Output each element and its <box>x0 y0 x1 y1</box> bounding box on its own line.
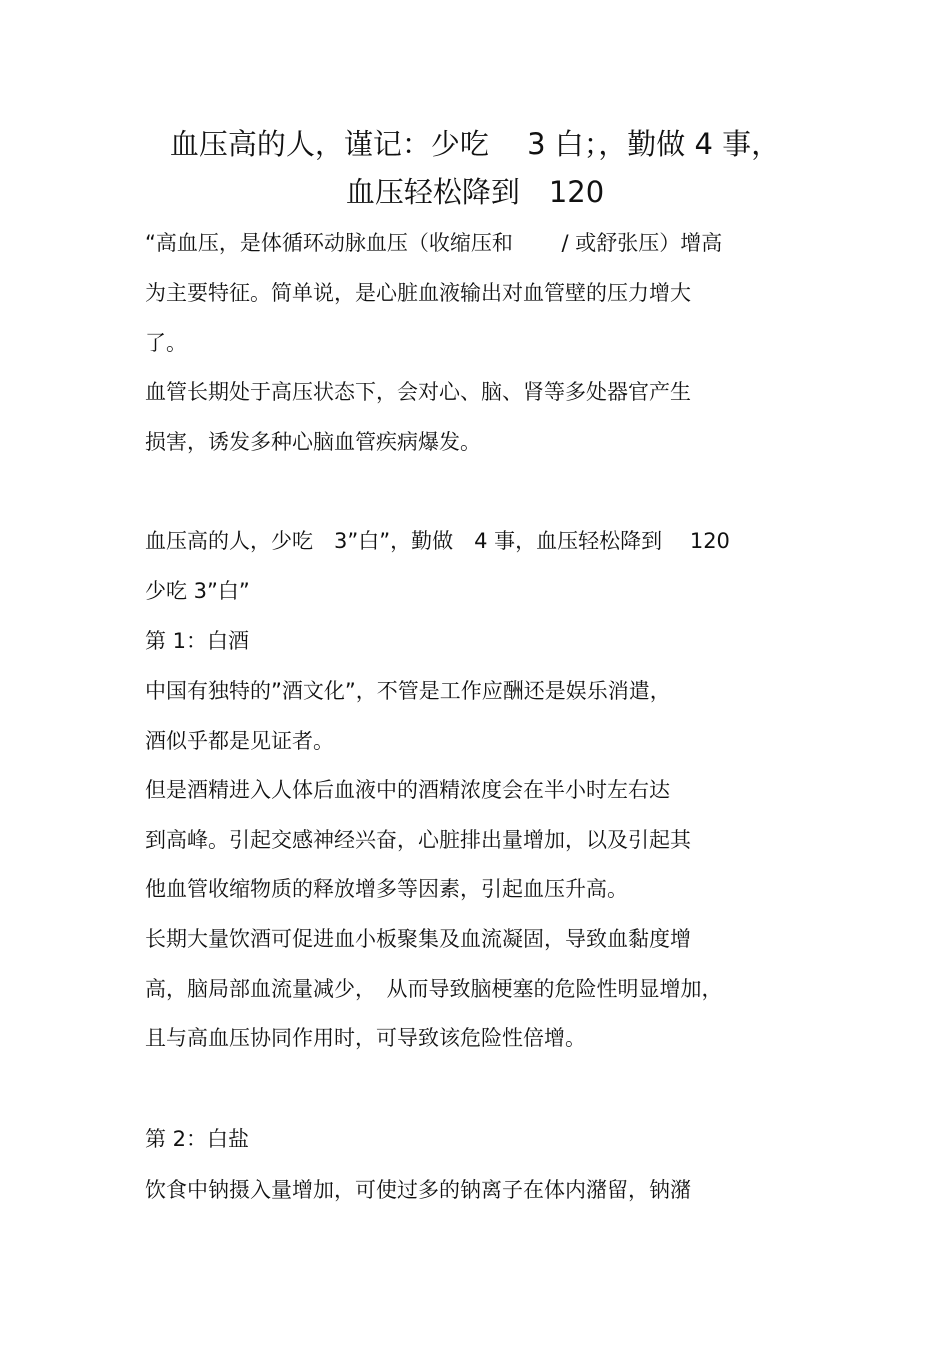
paragraph-line: 中国有独特的”酒文化”，不管是工作应酬还是娱乐消遣， <box>145 679 671 703</box>
paragraph-line: 了。 <box>145 331 187 355</box>
paragraph-line: 少吃 3”白” <box>145 579 250 603</box>
paragraph-line: 高，脑局部血流量减少， 从而导致脑梗塞的危险性明显增加， <box>145 977 723 1001</box>
paragraph-line: 为主要特征。简单说，是心脏血液输出对血管壁的压力增大 <box>145 281 691 305</box>
paragraph-line: 酒似乎都是见证者。 <box>145 729 334 753</box>
paragraph-line: 血压高的人，少吃 3”白”，勤做 4 事，血压轻松降到 120 <box>145 529 730 553</box>
paragraph-line: 且与高血压协同作用时，可导致该危险性倍增。 <box>145 1026 586 1050</box>
section-heading: 第 1：白酒 <box>145 629 250 653</box>
paragraph-line: 到高峰。引起交感神经兴奋，心脏排出量增加，以及引起其 <box>145 828 691 852</box>
document-title-line-2: 血压轻松降到 120 <box>345 175 605 209</box>
paragraph-line: 血管长期处于高压状态下，会对心、脑、肾等多处器官产生 <box>145 380 691 404</box>
paragraph-line: “高血压，是体循环动脉血压（收缩压和 / 或舒张压）增高 <box>145 231 723 255</box>
document-title-line-1: 血压高的人，谨记：少吃 3 白；，勤做 4 事， <box>169 127 781 161</box>
paragraph-line: 但是酒精进入人体后血液中的酒精浓度会在半小时左右达 <box>145 778 670 802</box>
paragraph-line: 他血管收缩物质的释放增多等因素，引起血压升高。 <box>145 877 628 901</box>
paragraph-line: 长期大量饮酒可促进血小板聚集及血流凝固，导致血黏度增 <box>145 927 691 951</box>
section-heading: 第 2：白盐 <box>145 1127 250 1151</box>
paragraph-line: 饮食中钠摄入量增加，可使过多的钠离子在体内潴留，钠潴 <box>145 1178 691 1202</box>
paragraph-line: 损害，诱发多种心脑血管疾病爆发。 <box>145 430 481 454</box>
